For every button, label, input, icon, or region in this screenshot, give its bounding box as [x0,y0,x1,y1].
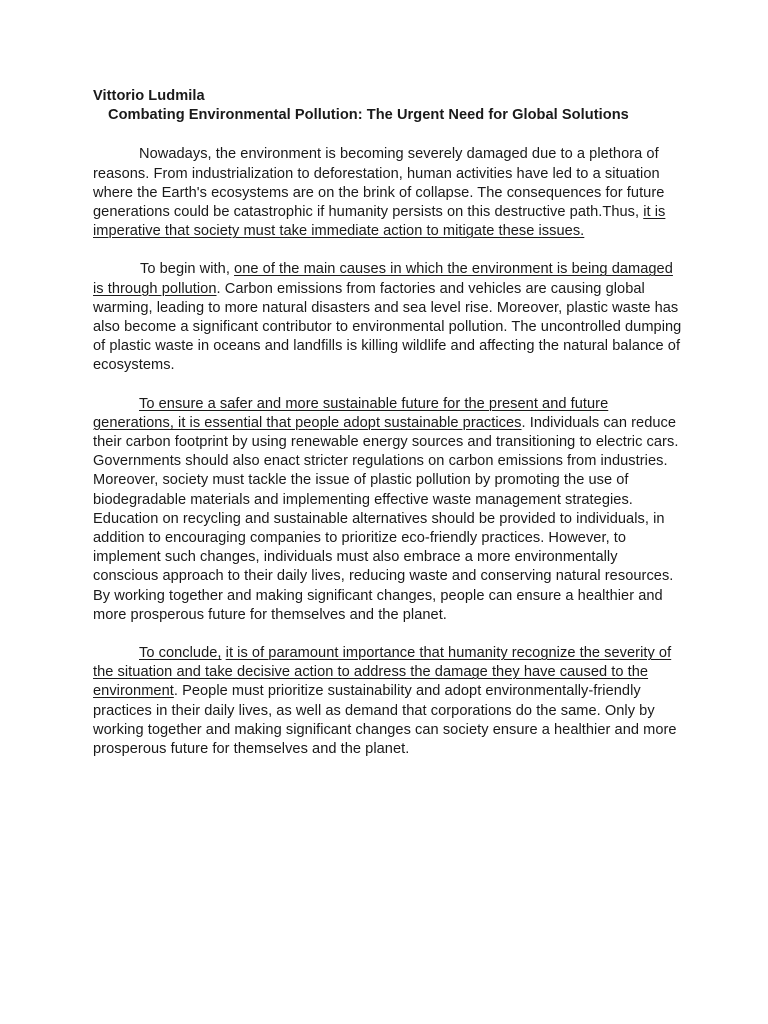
paragraph-4-text-after: . People must prioritize sustainability and adopt environmentally-friendly practices in their daily lives, as well as demand that corporations do the same. Only by working together and making significant changes can society ensure a healthier and more prosperous future for themselves and the planet. [93,683,677,758]
paragraph-introduction [93,145,683,241]
paragraph-body-causes [93,260,683,375]
author-name: Vittorio Ludmila [93,88,205,104]
paragraph-2-underlined-topic: one of the main causes in which the environment is being damaged is through pollution [93,261,673,297]
document-title: Combating Environmental Pollution: The Urgent Need for Global Solutions [108,107,629,124]
paragraph-2-text-before: To begin with, [140,261,235,278]
paragraph-4-underlined-restatement: it is of paramount importance that humanity recognize the severity of the situation and take decisive action to address the damage they have caused to the environment [93,645,672,700]
paragraph-1-text: Nowadays, the environment is becoming severely damaged due to a plethora of reasons. From industrialization to deforestation, human activities have led to a situation where the Earth's ecosystems are on the brink of collapse. The consequences for future generations could be catastrophic if humanity persists on this destructive path.Thus, [93,146,665,221]
paragraph-1-underlined-thesis: it is imperative that society must take immediate action to mitigate these issues. [93,204,666,240]
paragraph-conclusion [93,644,683,759]
paragraph-2-text-after: . Carbon emissions from factories and vehicles are causing global warming, leading to more natural disasters and sea level rise. Moreover, plastic waste has also become a significant contributor to environmental pollution. The uncontrolled dumping of plastic waste in oceans and landfills is killing wildlife and affecting the natural balance of ecosystems. [93,280,682,374]
paragraph-3-text-after: . Individuals can reduce their carbon footprint by using renewable energy sources and transitioning to electric cars. Governments should also enact stricter regulations on carbon emissions from industries. Moreover, society must tackle the issue of plastic pollution by promoting the use of biodegradable materials and implementing effective waste management strategies. Education on recycling and sustainable alternatives should be provided to individuals, in addition to encouraging companies to prioritize eco-friendly practices. However, to implement such changes, individuals must also embrace a more environmentally conscious approach to their daily lives, reducing waste and conserving natural resources. By working together and making significant changes, people can ensure a healthier and more prosperous future for themselves and the planet. [93,414,679,623]
paragraph-body-solutions [93,395,683,625]
document-body [93,87,683,759]
paragraph-4-underlined-opener: To conclude, [139,645,222,662]
paragraph-3-underlined-topic: To ensure a safer and more sustainable future for the present and future generations, it is essential that people adopt sustainable practices [93,395,609,431]
